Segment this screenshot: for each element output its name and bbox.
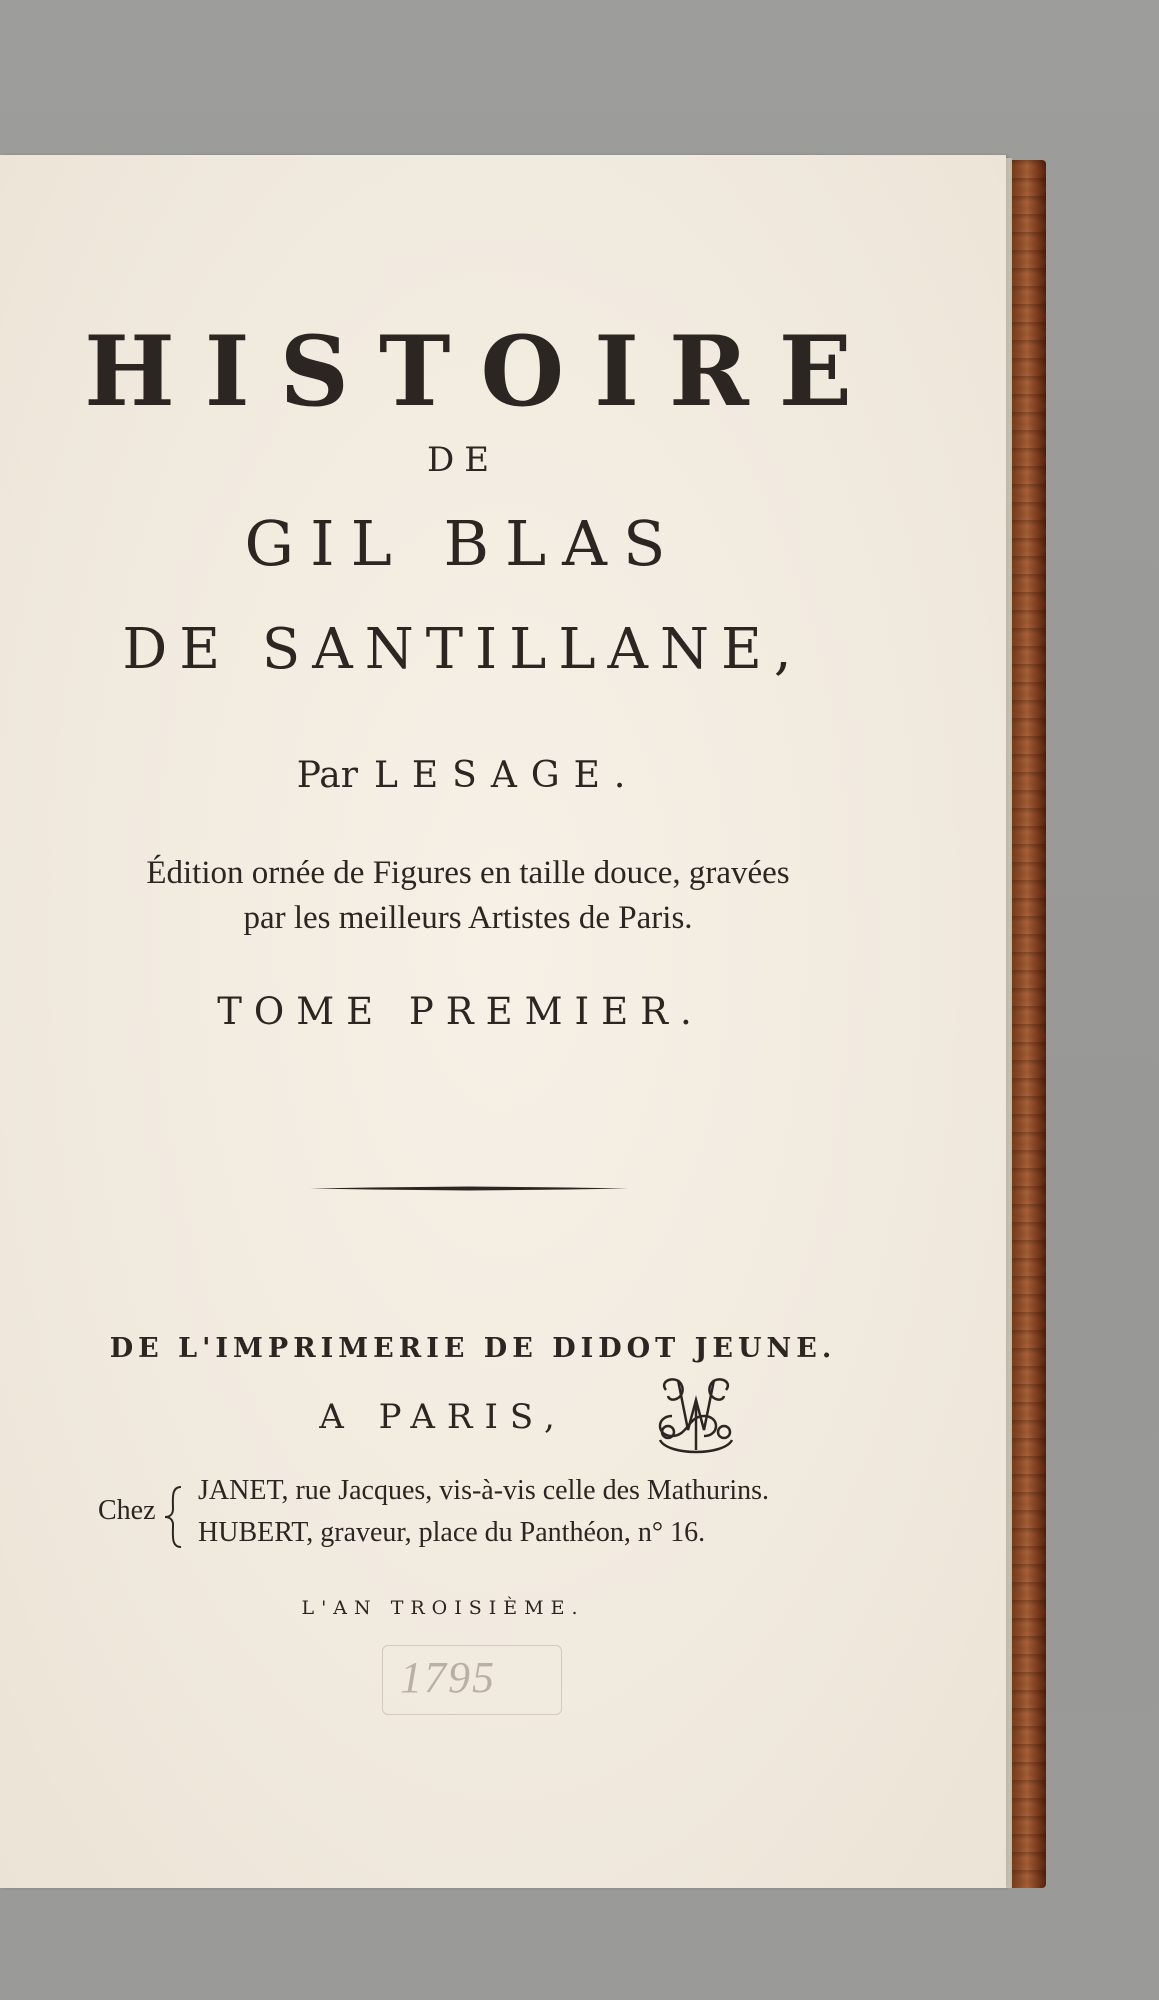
volume-label: TOME PREMIER.: [217, 990, 704, 1033]
city-line: A PARIS,: [319, 1397, 567, 1437]
book-title: HISTOIRE: [84, 315, 882, 428]
seller-hubert: HUBERT, graveur, place du Panthéon, n° 16.: [198, 1517, 706, 1548]
author-name: LESAGE.: [373, 755, 640, 796]
revolutionary-date: L'AN TROISIÈME.: [301, 1597, 585, 1619]
author-line: [0, 755, 1006, 796]
printer-line: DE L'IMPRIMERIE DE DIDOT JEUNE.: [109, 1333, 837, 1364]
curly-brace-icon: [163, 1485, 185, 1549]
edition-line-1: Édition ornée de Figures en taille douce, gravées: [146, 855, 790, 891]
title-connector: DE: [426, 440, 500, 480]
printer-monogram-icon: [648, 1370, 744, 1462]
sellers-prefix: Chez: [98, 1495, 156, 1526]
seller-janet: JANET, rue Jacques, vis-à-vis celle des Mathurins.: [198, 1475, 769, 1506]
pencil-year: 1795: [400, 1653, 496, 1702]
title-page: [0, 155, 1006, 1888]
ornamental-rule: [310, 1186, 628, 1191]
protagonist-name: GIL BLAS: [244, 507, 682, 580]
protagonist-place: DE SANTILLANE,: [122, 617, 804, 682]
author-prefix: Par: [296, 755, 358, 796]
edition-line-2: par les meilleurs Artistes de Paris.: [243, 900, 693, 936]
